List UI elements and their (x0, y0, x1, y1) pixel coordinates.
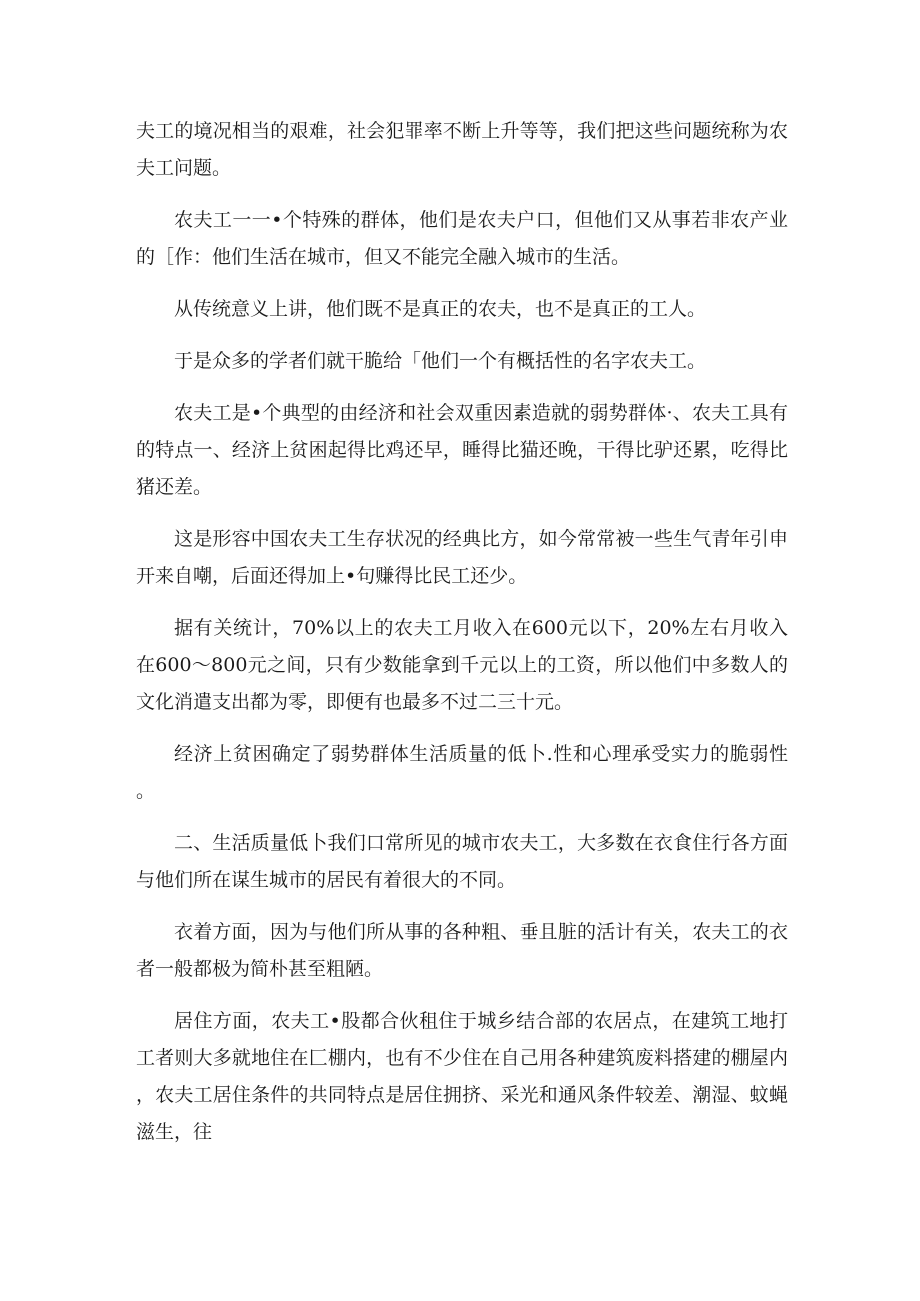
paragraph: 衣着方面，因为与他们所从事的各种粗、垂且脏的活计有关，农夫工的衣者一般都极为简朴甚至粗陋。 (136, 921, 788, 980)
paragraph: 从传统意义上讲，他们既不是真正的农夫，也不是真正的工人。 (174, 298, 707, 320)
paragraph: 据有关统计，70%以上的农夫工月收入在600元以下，20%左右月收入在600～800元之间，只有少数能拿到千元以上的工资，所以他们中多数人的文化消遣支出都为零，即便有也最多不过二三十元。 (136, 617, 788, 713)
paragraph: 这是形容中国农夫工生存状况的经典比方，如今常常被一些生气青年引申开来自嘲，后面还得加上•句赚得比民工还少。 (136, 528, 788, 587)
paragraph: 居住方面，农夫工•股都合伙租住于城乡结合部的农居点，在建筑工地打工者则大多就地住在匚棚内，也有不少住在自己用各种建筑废料搭建的棚屋内，农夫工居住条件的共同特点是居住拥挤、采光和通风条件较差、潮湿、蚊蝇滋生，往 (136, 1010, 788, 1143)
document-body (136, 113, 788, 1166)
paragraph: 农夫工一一•个特殊的群体，他们是农夫户口，但他们又从事若非农产业的［作：他们生活在城市，但又不能完全融入城市的生活。 (136, 209, 788, 268)
paragraph: 夫工的境况相当的艰难，社会犯罪率不断上升等等，我们把这些问题统称为农夫工问题。 (136, 120, 788, 179)
paragraph: 于是众多的学者们就干脆给「他们一个有概括性的名字农夫工。 (174, 350, 707, 372)
paragraph: 经济上贫困确定了弱势群体生活质量的低卜.性和心理承受实力的脆弱性。 (136, 743, 788, 802)
paragraph: 农夫工是•个典型的由经济和社会双重因素造就的弱势群体·、农夫工具有的特点一、经济上贫困起得比鸡还早，睡得比猫还晚，干得比驴还累，吃得比猪还差。 (136, 402, 788, 498)
paragraph: 二、生活质量低卜我们口常所见的城市农夫工，大多数在衣食住行各方面与他们所在谋生城市的居民有着很大的不同。 (136, 832, 788, 891)
